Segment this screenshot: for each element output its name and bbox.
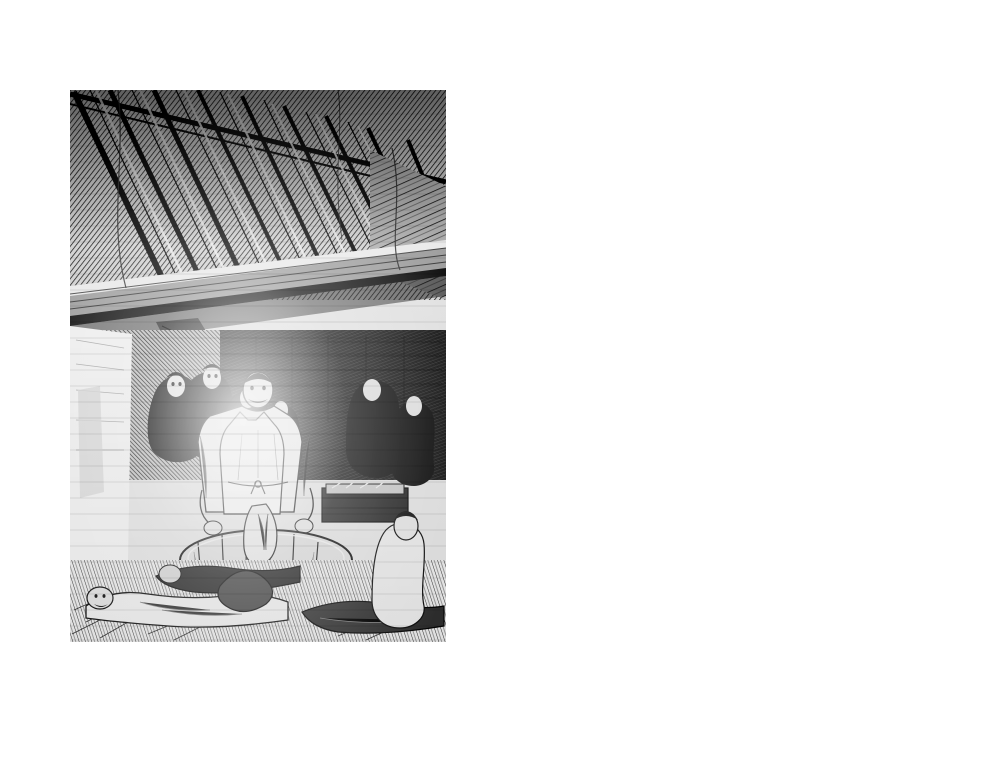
recto-page [500,0,1000,750]
illustration-plate [70,90,446,642]
verso-page [0,0,500,750]
wood-engraving [70,90,446,642]
